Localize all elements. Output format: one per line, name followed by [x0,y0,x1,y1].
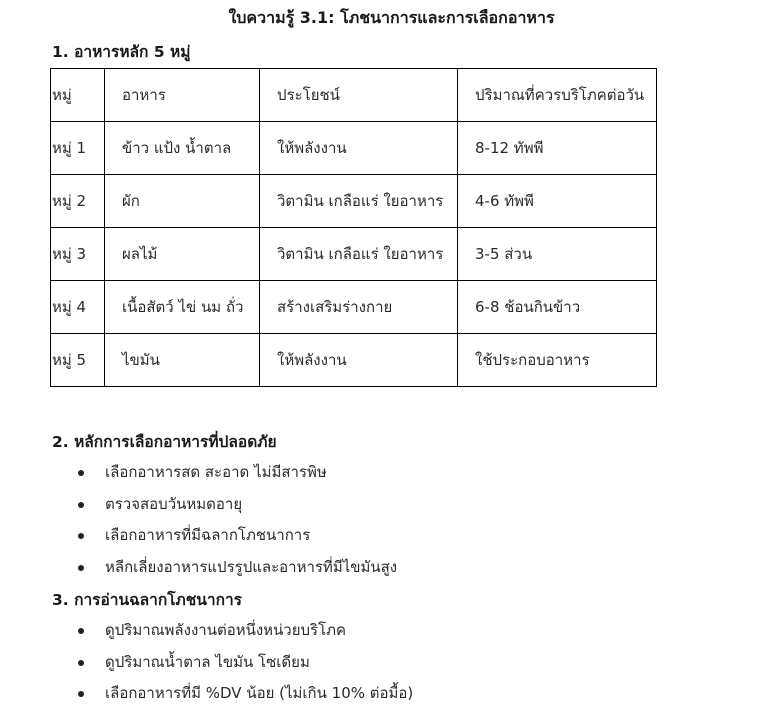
table-row [51,175,657,228]
list-item-text: ดูปริมาณพลังงานต่อหนึ่งหน่วยบริโภค [105,621,347,639]
list-item-text: เลือกอาหารที่มี %DV น้อย (ไม่เกิน 10% ต่อมื้อ) [105,684,414,702]
cell-group: หมู่ 5 [51,334,105,387]
cell-benefit: ให้พลังงาน [260,122,458,175]
cell-daily-amount: ใช้ประกอบอาหาร [458,334,657,387]
cell-daily-amount: 6-8 ช้อนกินข้าว [458,281,657,334]
list-item-text: ตรวจสอบวันหมดอายุ [105,494,243,513]
table-row [51,334,657,387]
cell-daily-amount: 8-12 ทัพพี [458,122,657,175]
list-item [78,552,397,584]
list-item [78,520,397,552]
safe-food-list [78,457,397,583]
header-cell-daily-amount: ปริมาณที่ควรบริโภคต่อวัน [458,69,657,122]
table-row [51,228,657,281]
cell-food: ผัก [105,175,260,228]
cell-food: เนื้อสัตว์ ไข่ นม ถั่ว [105,281,260,334]
nutrition-label-list [78,615,413,710]
cell-food: ผลไม้ [105,228,260,281]
list-item-text: หลีกเลี่ยงอาหารแปรรูปและอาหารที่มีไขมันสูง [105,557,398,576]
table-row [51,281,657,334]
section-heading-safe-food: 2. หลักการเลือกอาหารที่ปลอดภัย [52,433,277,451]
list-item-text: เลือกอาหารสด สะอาด ไม่มีสารพิษ [105,463,327,481]
cell-daily-amount: 3-5 ส่วน [458,228,657,281]
cell-benefit: สร้างเสริมร่างกาย [260,281,458,334]
cell-group: หมู่ 3 [51,228,105,281]
cell-benefit: ให้พลังงาน [260,334,458,387]
list-item-text: ดูปริมาณน้ำตาล ไขมัน โซเดียม [105,652,310,671]
section-heading-nutrition-label: 3. การอ่านฉลากโภชนาการ [52,591,243,609]
section-heading-food-groups: 1. อาหารหลัก 5 หมู่ [52,43,191,61]
cell-group: หมู่ 1 [51,122,105,175]
cell-daily-amount: 4-6 ทัพพี [458,175,657,228]
list-item [78,615,413,647]
cell-benefit: วิตามิน เกลือแร่ ใยอาหาร [260,175,458,228]
cell-group: หมู่ 4 [51,281,105,334]
bullet-icon [78,565,84,571]
bullet-icon [78,533,84,539]
food-groups-table [50,68,657,387]
bullet-icon [78,470,84,476]
list-item-text: เลือกอาหารที่มีฉลากโภชนาการ [105,526,311,544]
bullet-icon [78,660,84,666]
list-item [78,489,397,521]
bullet-icon [78,691,84,697]
cell-group: หมู่ 2 [51,175,105,228]
header-cell-food: อาหาร [105,69,260,122]
cell-food: ข้าว แป้ง น้ำตาล [105,122,260,175]
page-title: ใบความรู้ 3.1: โภชนาการและการเลือกอาหาร [228,8,555,27]
cell-food: ไขมัน [105,334,260,387]
table-row [51,122,657,175]
table-header-row [51,69,657,122]
cell-benefit: วิตามิน เกลือแร่ ใยอาหาร [260,228,458,281]
header-cell-benefit: ประโยชน์ [260,69,458,122]
list-item [78,678,413,710]
header-cell-group: หมู่ [51,69,105,122]
bullet-icon [78,628,84,634]
list-item [78,647,413,679]
bullet-icon [78,502,84,508]
list-item [78,457,397,489]
